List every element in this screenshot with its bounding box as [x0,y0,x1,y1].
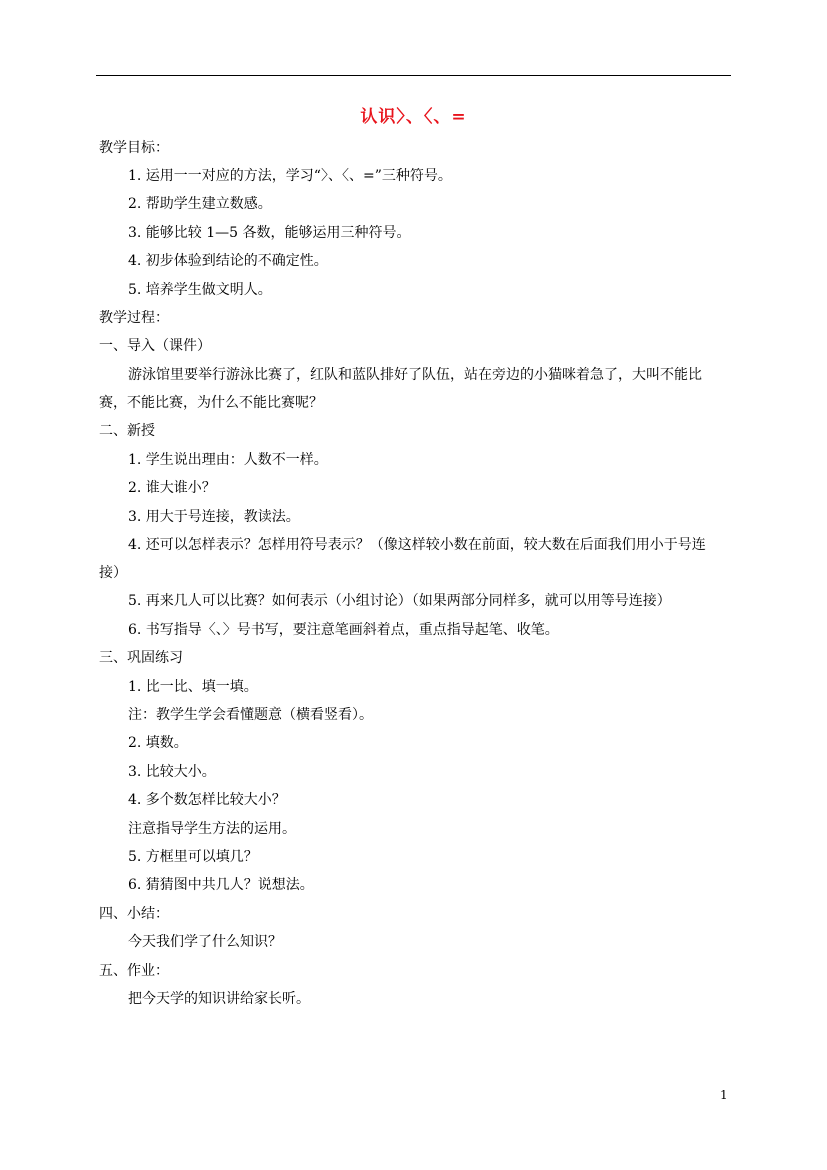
intro-paragraph-line: 赛，不能比赛，为什么不能比赛呢？ [99,395,323,411]
new-lesson-item: 4. 还可以怎样表示？怎样用符号表示？（像这样较小数在前面，较大数在后面我们用小于号连 [128,537,706,553]
practice-item: 5. 方框里可以填几？ [128,849,258,865]
objective-item: 5. 培养学生做文明人。 [128,282,272,298]
new-lesson-item: 2. 谁大谁小？ [128,480,216,496]
new-lesson-item: 3. 用大于号连接，教读法。 [128,509,300,525]
practice-heading: 三、巩固练习 [99,650,183,666]
practice-item: 3. 比较大小。 [128,764,216,780]
new-lesson-item: 5. 再来几人可以比赛？如何表示（小组讨论）（如果两部分同样多，就可以用等号连接） [128,593,671,609]
objective-item: 4. 初步体验到结论的不确定性。 [128,253,328,269]
header-rule [96,75,731,76]
practice-item: 2. 填数。 [128,735,188,751]
practice-item: 1. 比一比、填一填。 [128,679,258,695]
homework-heading: 五、作业： [99,963,169,979]
objective-item: 3. 能够比较 1—5 各数，能够运用三种符号。 [128,225,411,241]
process-heading: 教学过程： [99,310,169,326]
new-lesson-item-continued: 接） [99,565,127,581]
new-lesson-item: 6. 书写指导〈、〉号书写，要注意笔画斜着点，重点指导起笔、收笔。 [128,622,559,638]
objective-item: 2. 帮助学生建立数感。 [128,196,272,212]
practice-item: 4. 多个数怎样比较大小？ [128,792,286,808]
homework-text: 把今天学的知识讲给家长听。 [128,991,310,1007]
practice-note: 注：教学生学会看懂题意（横看竖看）。 [128,707,373,723]
intro-heading: 一、导入（课件） [99,338,211,354]
objective-item: 1. 运用一一对应的方法，学习“〉、〈、=”三种符号。 [128,168,452,184]
page-number: 1 [720,1088,728,1102]
practice-item: 6. 猜猜图中共几人？说想法。 [128,877,314,893]
summary-heading: 四、小结： [99,906,169,922]
intro-paragraph-line: 游泳馆里要举行游泳比赛了，红队和蓝队排好了队伍，站在旁边的小猫咪着急了，大叫不能比 [128,367,702,383]
practice-note: 注意指导学生方法的运用。 [128,821,296,837]
new-lesson-heading: 二、新授 [99,423,155,439]
summary-text: 今天我们学了什么知识？ [128,934,282,950]
document-title: 认识〉、〈、= [360,107,467,127]
new-lesson-item: 1. 学生说出理由：人数不一样。 [128,452,328,468]
objectives-heading: 教学目标： [99,140,169,156]
